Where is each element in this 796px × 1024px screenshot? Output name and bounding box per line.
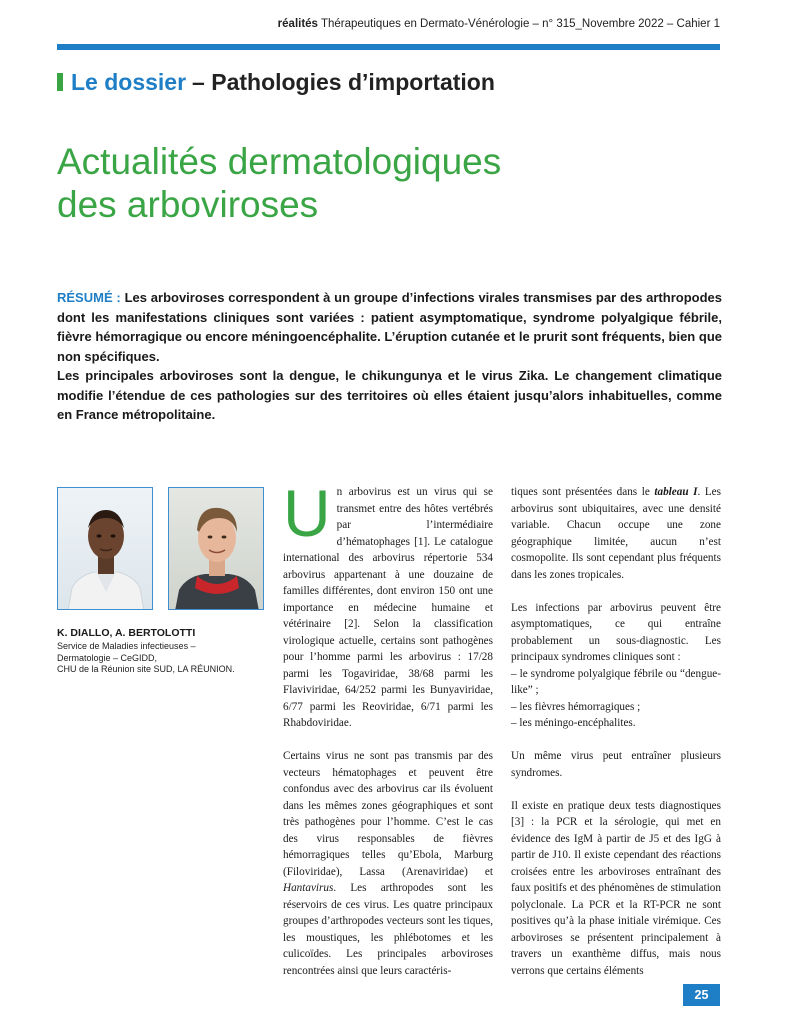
body-text: . Les arbovirus sont ubiquitaires, avec une densité variable. Chacun occupe une zone géographique limitée, aucun n’est cosmopolite. Ils sont cependant plus fréquents dans les zones tropicales. — [511, 486, 721, 581]
body-paragraph — [511, 484, 721, 583]
author-photo-diallo — [57, 487, 153, 610]
article-title — [57, 140, 657, 226]
portrait-illustration — [169, 488, 264, 610]
abstract-text-1: Les arboviroses correspondent à un groupe d’infections virales transmises par des arthropodes dont les manifestations cliniques sont variées : patient asymptomatique, syndrome polyalgique fébrile, fièvre hémorragique ou encore méningoencéphalite. L’éruption cutanée et le prurit sont fréquents, bien que non spécifiques. — [57, 290, 722, 364]
page-number: 25 — [683, 984, 720, 1006]
body-paragraph: Un même virus peut entraîner plusieurs syndromes. — [511, 750, 721, 779]
portrait-illustration — [58, 488, 153, 610]
author-photo-bertolotti — [168, 487, 264, 610]
article-title-line-2: des arboviroses — [57, 184, 319, 225]
author-names: K. DIALLO, A. BERTOLOTTI — [57, 627, 196, 639]
section-marker-square — [57, 73, 63, 91]
body-column-2 — [511, 484, 721, 996]
journal-issue: Thérapeutiques en Dermato-Vénérologie – n° 315_Novembre 2022 – Cahier 1 — [320, 18, 720, 30]
body-text: Les infections par arbovirus peuvent être asymptomatiques, ce qui entraîne probablement un sous-diagnostic. Les principaux syndromes cliniques sont : — [511, 601, 721, 663]
table-reference: tableau I — [654, 486, 698, 498]
italic-term: Hantavirus — [283, 882, 334, 894]
body-text: tiques sont présentées dans le — [511, 486, 655, 498]
author-block — [57, 627, 267, 676]
list-item: – les fièvres hémorragiques ; — [511, 700, 641, 713]
article-title-line-1: Actualités dermatologiques — [57, 141, 502, 182]
section-label: Le dossier — [71, 68, 187, 95]
body-text: . Les arthropodes sont les réservoirs de ces virus. Les quatre principaux groupes d’arthropodes vecteurs sont les tiques, les moustiques, les phlébotomes et les culicoïdes. Les principales arboviroses rencontrées ainsi que leurs caractéris- — [283, 882, 493, 977]
body-paragraph — [283, 748, 493, 979]
journal-brand: réalités — [277, 18, 318, 30]
abstract-paragraph-2: Les principales arboviroses sont la dengue, le chikungunya et le virus Zika. Le changement climatique modifie l’étendue de ces pathologies sur des territoires où elles étaient jusqu’alors inhabituelles, comme en France métropolitaine. — [57, 368, 722, 422]
body-column-1 — [283, 476, 493, 996]
affiliation-line-2: Dermatologie – CeGIDD, — [57, 652, 158, 663]
header-rule — [57, 44, 720, 50]
abstract-label: RÉSUMÉ : — [57, 290, 121, 305]
section-heading — [57, 68, 495, 96]
abstract-paragraph-1 — [57, 288, 722, 366]
affiliation-line-1: Service de Maladies infectieuses – — [57, 641, 196, 651]
author-affiliation — [57, 641, 267, 676]
body-paragraph — [511, 600, 721, 732]
body-text: Certains virus ne sont pas transmis par des vecteurs hématophages et peuvent être confondus avec des arbovirus car ils évoluent dans les mêmes zones géographiques et sont très pathogènes pour l’homme. C’est le cas des virus responsables de fièvres hémorragiques telles qu’Ebola, Marburg (Filoviridae), Lassa (Arenaviridae) et — [283, 750, 493, 878]
body-text: n arbovirus est un virus qui se transmet entre des hôtes vertébrés par l’intermédiaire d’hématophages [1]. Le catalogue international des arbovirus répertorie 534 arbovirus appartenant à une douzaine de familles différentes, dont environ 150 ont une importance en médecine humaine et vétérinaire [2]. Selon la classification virologique actuelle, certains sont pathogènes pour l’homme parmi les arbovirus : 17/28 parmi les Togaviridae, 38/68 parmi les Flaviviridae, 64/252 parmi les Bunyaviridae, 6/77 parmi les Reoviridae, 6/71 parmi les Rhabdoviridae. — [283, 486, 493, 729]
body-paragraph: Il existe en pratique deux tests diagnostiques [3] : la PCR et la sérologie, qui met en évidence des IgM à partir de J5 et des IgG à partir de J10. Il existe cependant des réactions croisées entre les arboviroses entraînant des faux positifs et des phénomènes de stimulation polyclonale. La PCR et la RT-PCR ne sont positives qu’à la phase initiale virémique. Ces arboviroses se présentent principalement à travers un exanthème diffus, mais nous verrons que certains éléments — [511, 799, 721, 977]
list-item: – le syndrome polyalgique fébrile ou “dengue-like” ; — [511, 667, 721, 696]
abstract — [57, 288, 722, 425]
body-paragraph — [283, 476, 493, 732]
section-topic: – Pathologies d’importation — [192, 68, 495, 95]
drop-cap: U — [283, 476, 331, 550]
affiliation-line-3: CHU de la Réunion site SUD, LA RÉUNION. — [57, 664, 235, 674]
journal-header — [278, 18, 720, 30]
list-item: – les méningo-encéphalites. — [511, 717, 636, 729]
